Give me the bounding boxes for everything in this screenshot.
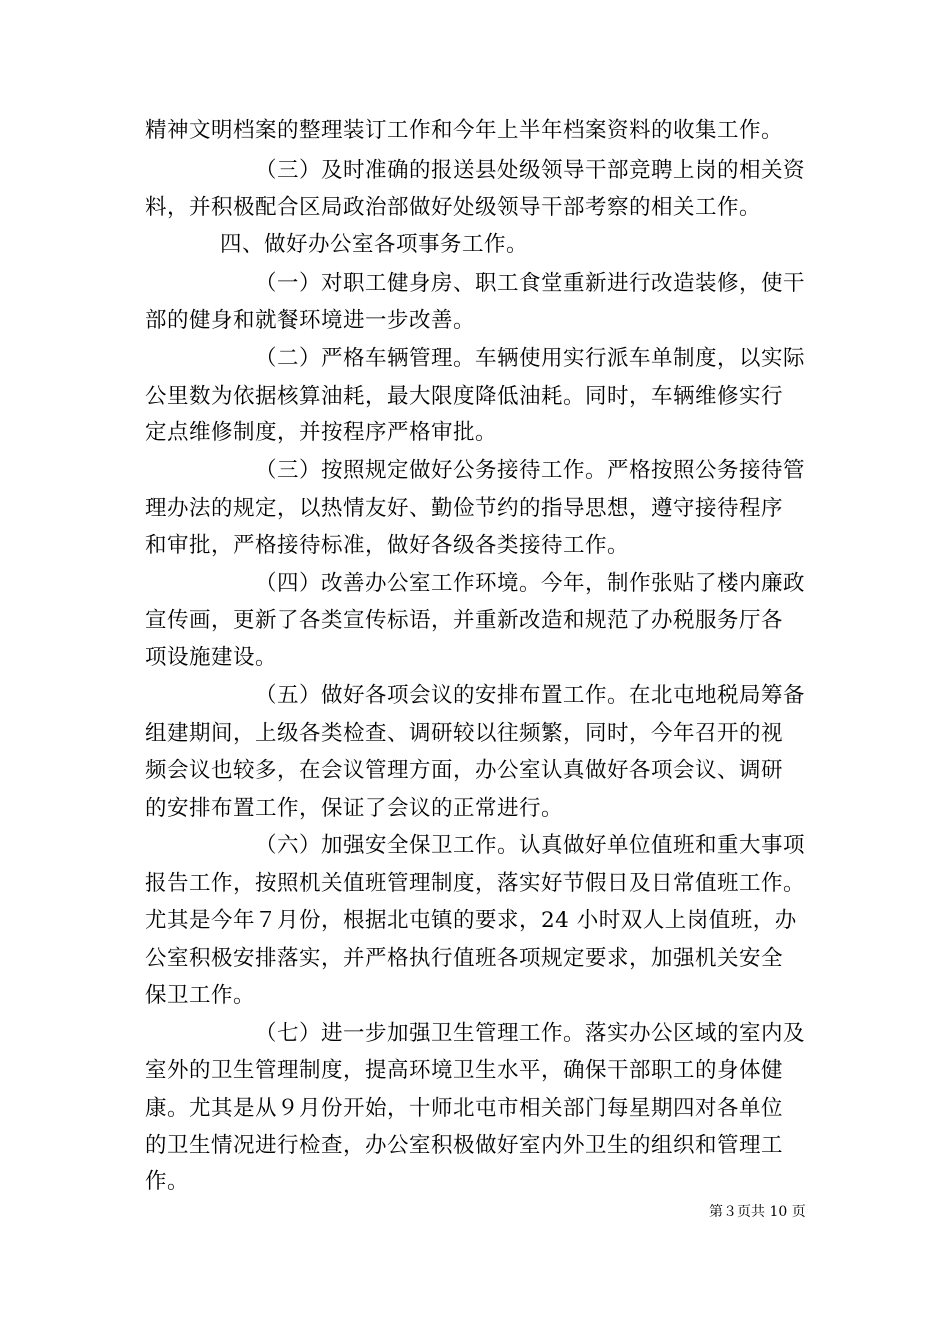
text-line: 和审批，严格接待标准，做好各级各类接待工作。 (145, 533, 630, 558)
text-line: 部的健身和就餐环境进一步改善。 (145, 308, 476, 333)
text-line: 精神文明档案的整理装订工作和今年上半年档案资料的收集工作。 (145, 118, 784, 143)
text-line: 组建期间，上级各类检查、调研较以往频繁，同时，今年召开的视 (145, 721, 784, 746)
text-line: 理办法的规定，以热情友好、勤俭节约的指导思想，遵守接待程序 (145, 496, 784, 521)
text-line: 室外的卫生管理制度，提高环境卫生水平，确保干部职工的身体健 (145, 1058, 784, 1083)
text-line: 报告工作，按照机关值班管理制度，落实好节假日及日常值班工作。 (145, 871, 806, 896)
text-line: 公室积极安排落实，并严格执行值班各项规定要求，加强机关安全 (145, 946, 784, 971)
text-line: 的卫生情况进行检查，办公室积极做好室内外卫生的组织和管理工 (145, 1133, 784, 1158)
text-line: （七）进一步加强卫生管理工作。落实办公区域的室内及 (255, 1021, 806, 1046)
text-line: 的安排布置工作，保证了会议的正常进行。 (145, 796, 564, 821)
text-line: 项设施建设。 (145, 645, 278, 670)
text-line: （五）做好各项会议的安排布置工作。在北屯地税局筹备 (255, 683, 806, 708)
text-line: （一）对职工健身房、职工食堂重新进行改造装修，使干 (255, 271, 806, 296)
text-line: 宣传画，更新了各类宣传标语，并重新改造和规范了办税服务厅各 (145, 608, 784, 633)
text-line: 定点维修制度，并按程序严格审批。 (145, 420, 498, 445)
text-line: 尤其是今年７月份，根据北屯镇的要求，24 小时双人上岗值班，办 (145, 908, 797, 933)
text-line: （六）加强安全保卫工作。认真做好单位值班和重大事项 (255, 833, 806, 858)
text-line: （四）改善办公室工作环境。今年，制作张贴了楼内廉政 (255, 571, 806, 596)
text-line: （二）严格车辆管理。车辆使用实行派车单制度，以实际 (255, 346, 806, 371)
page-number: 第３页共 10 页 (709, 1204, 806, 1220)
text-line: 保卫工作。 (145, 983, 256, 1008)
text-line: 作。 (145, 1169, 190, 1194)
text-line: 频会议也较多，在会议管理方面，办公室认真做好各项会议、调研 (145, 758, 784, 783)
text-line: 康。尤其是从９月份开始，十师北屯市相关部门每星期四对各单位 (145, 1096, 784, 1121)
text-line: 公里数为依据核算油耗，最大限度降低油耗。同时，车辆维修实行 (145, 384, 784, 409)
section-heading: 四、做好办公室各项事务工作。 (220, 232, 529, 257)
text-line: （三）按照规定做好公务接待工作。严格按照公务接待管 (255, 458, 806, 483)
text-line: 料，并积极配合区局政治部做好处级领导干部考察的相关工作。 (145, 195, 762, 220)
text-line: （三）及时准确的报送县处级领导干部竞聘上岗的相关资 (255, 158, 806, 183)
